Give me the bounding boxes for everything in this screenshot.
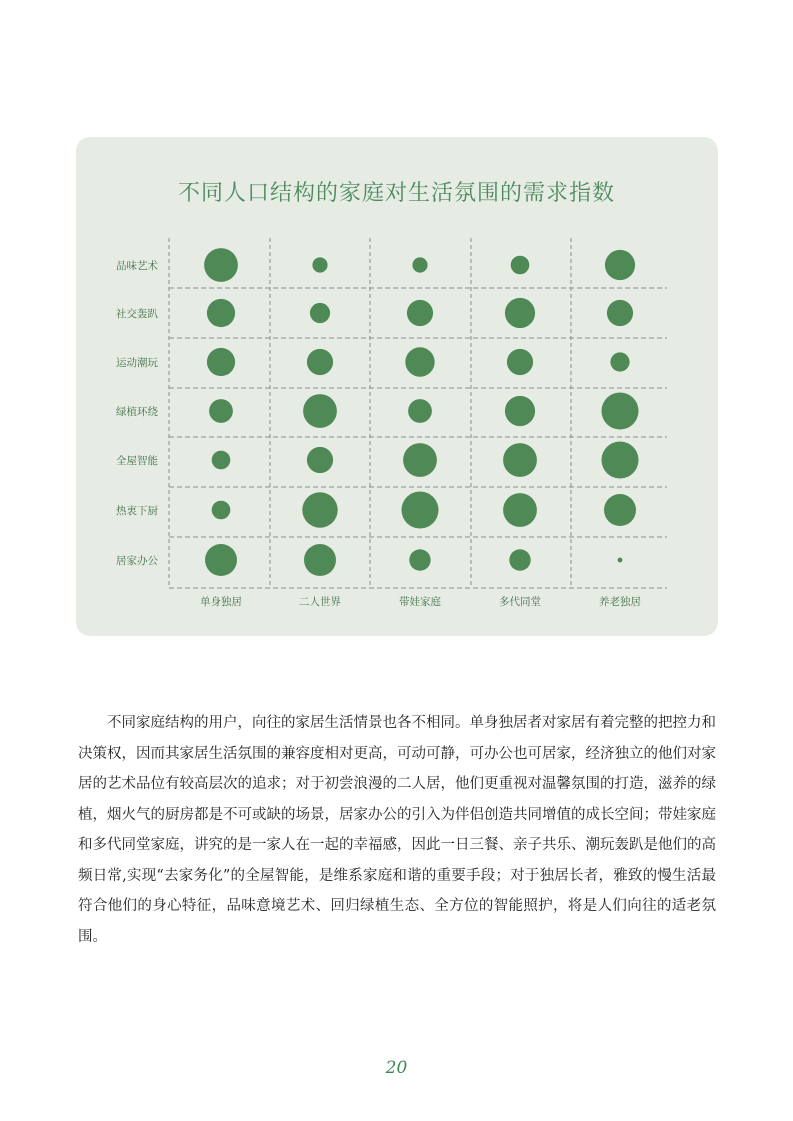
bubble — [618, 558, 623, 563]
row-label: 居家办公 — [116, 555, 158, 567]
row-label: 品味艺术 — [116, 260, 158, 272]
bubble — [610, 352, 629, 371]
bubble — [307, 447, 333, 473]
row-label: 全屋智能 — [116, 455, 158, 467]
bubble — [602, 442, 639, 479]
bubble — [402, 492, 439, 529]
row-label: 社交轰趴 — [116, 308, 158, 320]
bubble — [602, 393, 639, 430]
bubble — [212, 451, 231, 470]
bubble — [204, 248, 238, 282]
bubble — [207, 348, 235, 376]
bubble — [503, 443, 537, 477]
bubble — [304, 544, 336, 576]
page-number: 20 — [385, 1058, 408, 1078]
bubble — [507, 349, 533, 375]
bubble — [509, 549, 530, 570]
bubble — [302, 492, 337, 527]
row-labels — [116, 259, 158, 567]
bubble — [405, 347, 434, 376]
bubble — [307, 349, 333, 375]
row-label: 热衷下厨 — [116, 505, 158, 517]
bubble — [303, 394, 337, 428]
chart-title: 不同人口结构的家庭对生活氛围的需求指数 — [177, 181, 615, 206]
row-label: 运动潮玩 — [116, 357, 158, 369]
bubble — [407, 300, 433, 326]
bubble — [607, 300, 633, 326]
bubble — [412, 257, 427, 272]
bubble — [505, 298, 535, 328]
bubble — [408, 399, 432, 423]
bubbles — [204, 248, 638, 576]
column-label: 单身独居 — [200, 596, 242, 608]
row-label: 绿植环绕 — [116, 406, 158, 418]
bubble — [310, 303, 330, 323]
column-label: 二人世界 — [299, 596, 341, 608]
bubble — [403, 443, 437, 477]
bubble — [505, 396, 535, 426]
bubble — [212, 501, 231, 520]
column-label: 多代同堂 — [499, 596, 541, 608]
bubble — [503, 493, 537, 527]
bubble — [605, 250, 635, 280]
bubble — [511, 256, 530, 275]
bubble — [209, 399, 233, 423]
column-label: 养老独居 — [599, 596, 641, 608]
bubble — [409, 549, 430, 570]
column-label: 带娃家庭 — [399, 596, 441, 608]
bubble — [207, 299, 235, 327]
bubble — [312, 257, 327, 272]
bubble — [604, 494, 636, 526]
column-labels — [200, 595, 641, 608]
bubble — [205, 544, 237, 576]
body-paragraph: 不同家庭结构的用户，向往的家居生活情景也各不相同。单身独居者对家居有着完整的把控力和决策权，因而其家居生活氛围的兼容度相对更高，可动可静，可办公也可居家，经济独立的他们对家居的艺术品位有较高层次的追求；对于初尝浪漫的二人居，他们更重视对温馨氛围的打造，滋养的绿植，烟火气的厨房都是不可或缺的场景，居家办公的引入为伴侣创造共同增值的成长空间；带娃家庭和多代同堂家庭，讲究的是一家人在一起的幸福感，因此一日三餐、亲子共乐、潮玩轰趴是他们的高频日常,实现“去家务化”的全屋智能，是维系家庭和谐的重要手段；对于独居长者，雅致的慢生活最符合他们的身心特征，品味意境艺术、回归绿植生态、全方位的智能照护，将是人们向往的适老氛围。 — [78, 715, 716, 945]
